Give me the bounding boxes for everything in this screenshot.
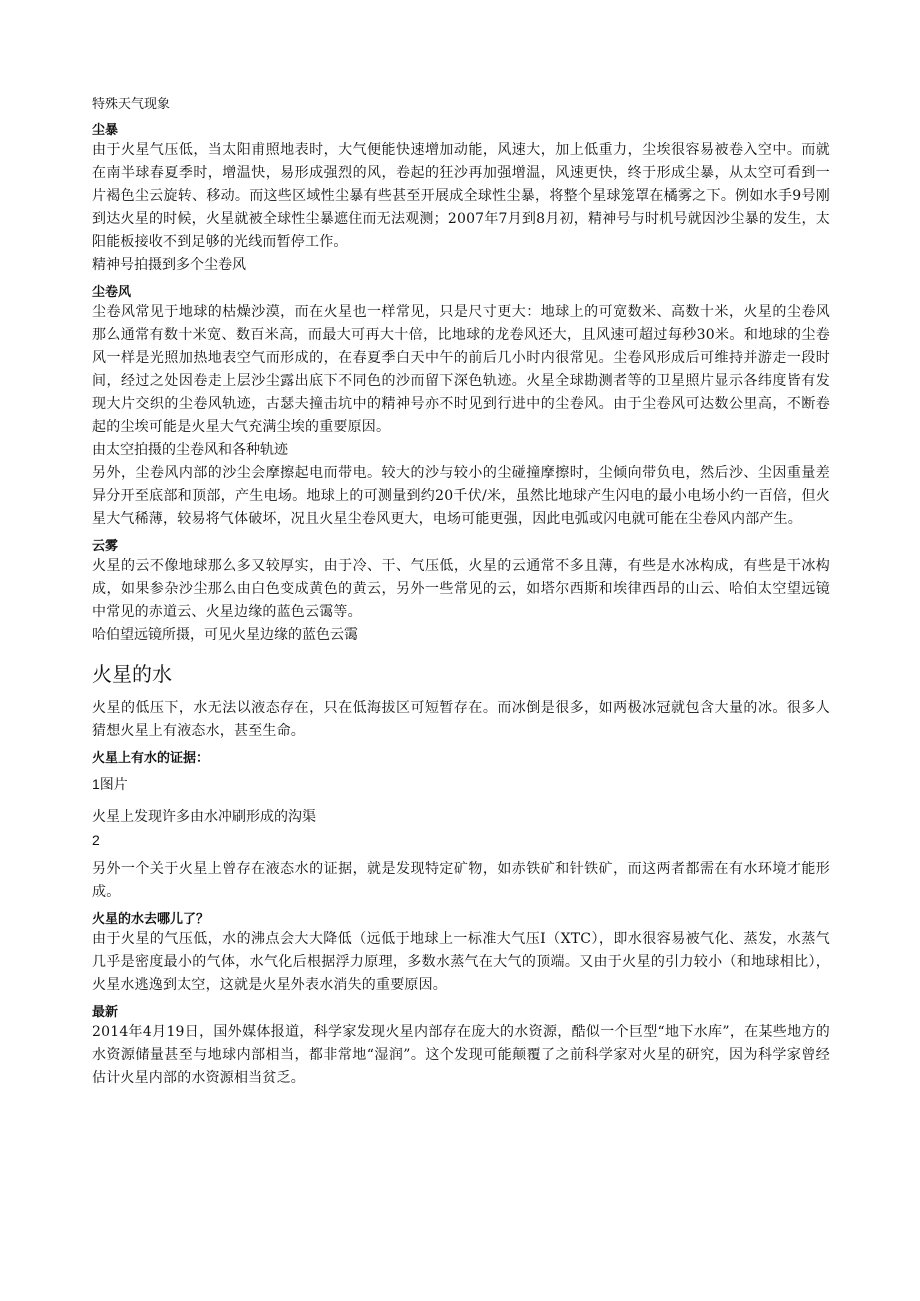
document-content <box>92 95 830 1090</box>
dust-devil-image-caption: 由太空拍摄的尘卷风和各种轨迹 <box>92 442 288 458</box>
evidence-item-2-paragraph: 另外一个关于火星上曾存在液态水的证据，就是发现特定矿物，如赤铁矿和针铁矿，而这两者都需在有水环境才能形成。 <box>92 861 830 900</box>
water-section-title: 火星的水 <box>92 664 172 686</box>
evidence-item-1: 1图片 <box>92 776 128 792</box>
section-title: 特殊天气现象 <box>92 96 171 111</box>
dust-devil-paragraph: 尘卷风常见于地球的枯燥沙漠，而在火星也一样常见，只是尺寸更大：地球上的可宽数米、高数十米，火星的尘卷风那么通常有数十米宽、数百米高，而最大可再大十倍，比地球的龙卷风还大，且风速可超过每秒30米。和地球的尘卷风一样是光照加热地表空气而形成的，在春夏季白天中午的前后几小时内很常见。尘卷风形成后可维持并游走一段时间，经过之处因卷走上层沙尘露出底下不同色的沙而留下深色轨迹。火星全球勘测者等的卫星照片显示各纬度皆有发现大片交织的尘卷风轨迹，古瑟夫撞击坑中的精神号亦不时见到行进中的尘卷风。由于尘卷风可达数公里高，不断卷起的尘埃可能是火星大气充满尘埃的重要原因。 <box>92 304 830 435</box>
evidence-item-2: 2 <box>92 832 100 848</box>
dust-storm-paragraph: 由于火星气压低，当太阳甫照地表时，大气便能快速增加动能，风速大，加上低重力，尘埃很容易被卷入空中。而就在南半球春夏季时，增温快，易形成强烈的风，卷起的狂沙再加强增温，风速更快，终于形成尘暴，从太空可看到一片褐色尘云旋转、移动。而这些区域性尘暴有些甚至开展成全球性尘暴，将整个星球笼罩在橘雾之下。例如水手9号刚到达火星的时候，火星就被全球性尘暴遮住而无法观测；2007年7月到8月初，精神号与时机号就因沙尘暴的发生，太阳能板接收不到足够的光线而暂停工作。 <box>92 142 830 250</box>
evidence-item-1-caption: 火星上发现许多由水冲刷形成的沟渠 <box>92 809 316 825</box>
clouds-paragraph: 火星的云不像地球那么多又较厚实，由于冷、干、气压低，火星的云通常不多且薄，有些是水冰构成，有些是干冰构成，如果参杂沙尘那么由白色变成黄色的黄云，另外一些常见的云，如塔尔西斯和埃律西昂的山云、哈伯太空望远镜中常见的赤道云、火星边缘的蓝色云霭等。 <box>92 558 830 620</box>
dust-devil-heading: 尘卷风 <box>92 284 132 299</box>
latest-paragraph: 2014年4月19日，国外媒体报道，科学家发现火星内部存在庞大的水资源，酷似一个巨型“地下水库”，在某些地方的水资源储量甚至与地球内部相当，都非常地“湿润”。这个发现可能颠覆了之前科学家对火星的研究，因为科学家曾经估计火星内部的水资源相当贫乏。 <box>92 1024 830 1086</box>
water-intro-paragraph: 火星的低压下，水无法以液态存在，只在低海拔区可短暂存在。而冰倒是很多，如两极冰冠就包含大量的冰。很多人猜想火星上有液态水，甚至生命。 <box>92 700 830 739</box>
clouds-heading: 云雾 <box>92 538 119 553</box>
dust-devil-electricity-paragraph: 另外，尘卷风内部的沙尘会摩擦起电而带电。较大的沙与较小的尘碰撞摩擦时，尘倾向带负电，然后沙、尘因重量差异分开至底部和顶部，产生电场。地球上的可测量到约20千伏/米，虽然比地球产生闪电的最小电场小约一百倍，但火星大气稀薄，较易将气体破坏，况且火星尘卷风更大，电场可能更强，因此电弧或闪电就可能在尘卷风内部产生。 <box>92 465 830 527</box>
water-gone-heading: 火星的水去哪儿了？ <box>92 911 210 926</box>
latest-heading: 最新 <box>92 1004 119 1019</box>
dust-storm-image-caption: 精神号拍摄到多个尘卷风 <box>92 257 246 273</box>
water-gone-paragraph: 由于火星的气压低，水的沸点会大大降低（远低于地球上一标准大气压I（XTC），即水很容易被气化、蒸发，水蒸气几乎是密度最小的气体，水气化后根据浮力原理，多数水蒸气在大气的顶端。又由于火星的引力较小（和地球相比），火星水逃逸到太空，这就是火星外表水消失的重要原因。 <box>92 931 830 993</box>
water-evidence-heading: 火星上有水的证据： <box>92 750 210 765</box>
dust-storm-heading: 尘暴 <box>92 122 119 137</box>
clouds-image-caption: 哈伯望远镜所摄，可见火星边缘的蓝色云霭 <box>92 627 358 643</box>
